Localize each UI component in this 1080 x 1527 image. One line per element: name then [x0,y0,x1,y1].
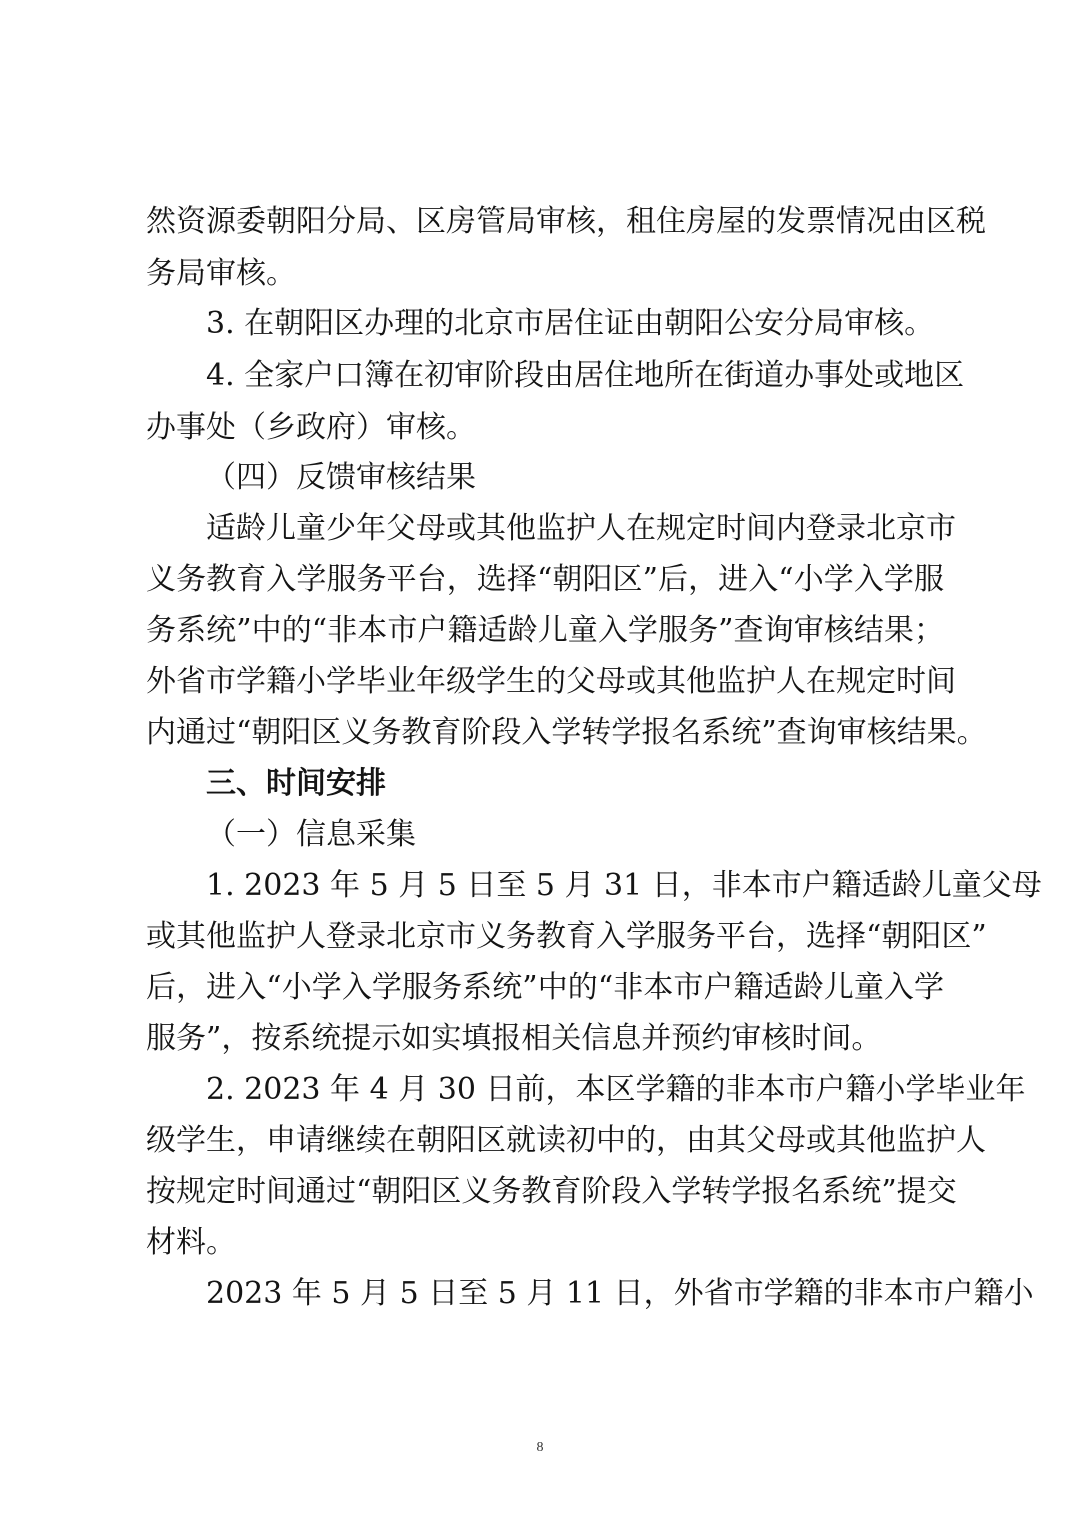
numbered-item-3: 3. 在朝阳区办理的北京市居住证由朝阳公安分局审核。 [206,306,935,341]
numbered-item-2: 2. 2023 年 4 月 30 日前，本区学籍的非本市户籍小学毕业年 [206,1072,1026,1107]
numbered-item-4: 4. 全家户口簿在初审阶段由居住地所在街道办事处或地区 [206,358,965,393]
body-text-line: 级学生，申请继续在朝阳区就读初中的，由其父母或其他监护人 [146,1123,986,1158]
body-text-line: 办事处（乡政府）审核。 [146,410,476,445]
body-text-line: 外省市学籍小学毕业年级学生的父母或其他监护人在规定时间 [146,664,956,699]
body-text-line: 义务教育入学服务平台，选择“朝阳区”后，进入“小学入学服 [146,562,944,597]
body-text-line: 适龄儿童少年父母或其他监护人在规定时间内登录北京市 [206,511,956,546]
page-number: 8 [536,1440,544,1455]
body-text-line: 或其他监护人登录北京市义务教育入学服务平台，选择“朝阳区” [146,919,987,954]
body-text-line: 后，进入“小学入学服务系统”中的“非本市户籍适龄儿童入学 [146,970,944,1005]
body-text-line: 内通过“朝阳区义务教育阶段入学转学报名系统”查询审核结果。 [146,715,987,750]
subsection-heading-1: （一）信息采集 [206,817,416,852]
body-text-line: 务局审核。 [146,256,296,291]
body-text-line: 服务”，按系统提示如实填报相关信息并预约审核时间。 [146,1021,882,1056]
subsection-heading-4: （四）反馈审核结果 [206,460,476,495]
body-text-line: 然资源委朝阳分局、区房管局审核，租住房屋的发票情况由区税 [146,204,986,239]
body-text-line: 材料。 [146,1225,236,1260]
numbered-item-1: 1. 2023 年 5 月 5 日至 5 月 31 日，非本市户籍适龄儿童父母 [206,868,1042,903]
section-heading-3: 三、时间安排 [206,766,386,801]
body-text-line: 2023 年 5 月 5 日至 5 月 11 日，外省市学籍的非本市户籍小 [206,1276,1034,1311]
body-text-line: 按规定时间通过“朝阳区义务教育阶段入学转学报名系统”提交 [146,1174,957,1209]
body-text-line: 务系统”中的“非本市户籍适龄儿童入学服务”查询审核结果； [146,613,944,648]
